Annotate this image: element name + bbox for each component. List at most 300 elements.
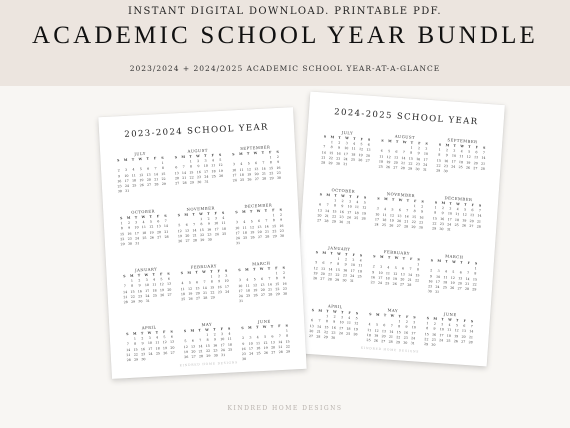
- day-number: 13: [309, 323, 314, 328]
- month-name: JUNE: [443, 311, 457, 318]
- month-name: DECEMBER: [244, 202, 273, 209]
- day-number: 6: [185, 223, 188, 228]
- weekday-initial: W: [144, 272, 149, 278]
- day-grid: [239, 324, 293, 363]
- day-number: 30: [242, 357, 247, 362]
- day-number: 10: [124, 173, 129, 178]
- day-number: 12: [252, 282, 258, 288]
- day-number: 25: [211, 174, 216, 179]
- day-number: 28: [192, 238, 198, 243]
- brand-watermark: KINDRED HOME DESIGNS: [227, 405, 343, 412]
- day-number: 6: [459, 270, 462, 275]
- day-number: 4: [222, 216, 225, 221]
- day-number: 8: [425, 326, 429, 331]
- day-number: 28: [268, 292, 273, 297]
- weekday-initial: T: [267, 266, 271, 271]
- day-number: 25: [381, 222, 387, 228]
- day-number: 1: [189, 159, 192, 164]
- day-number: 2: [333, 314, 336, 320]
- day-number: 2: [417, 146, 421, 151]
- day-number: 19: [462, 218, 467, 223]
- day-number: 30: [342, 278, 347, 283]
- day-number: 13: [270, 339, 275, 345]
- weekday-initial: T: [264, 208, 268, 213]
- day-number: 31: [410, 341, 415, 346]
- day-number: 17: [411, 330, 416, 336]
- month-march: [235, 260, 289, 313]
- day-number: 6: [191, 338, 194, 344]
- day-number: 26: [353, 331, 358, 337]
- day-number: 9: [138, 283, 141, 288]
- day-number: 8: [206, 338, 209, 343]
- day-number: 13: [169, 340, 175, 345]
- day-number: 8: [325, 319, 328, 324]
- day-number: 5: [264, 335, 267, 340]
- day-number: 10: [347, 204, 352, 210]
- day-number: 10: [423, 151, 429, 157]
- day-number: 4: [383, 207, 387, 212]
- day-number: 30: [276, 175, 282, 181]
- day-number: 4: [359, 258, 362, 263]
- day-number: 25: [155, 351, 161, 356]
- day-grid: [319, 134, 373, 169]
- day-number: 7: [402, 150, 405, 155]
- weekday-initial: F: [356, 195, 359, 200]
- day-number: 17: [435, 279, 440, 284]
- weekday-initial: W: [262, 324, 267, 329]
- day-number: 14: [316, 324, 322, 329]
- weekday-initial: S: [180, 271, 184, 276]
- day-number: 25: [243, 235, 248, 240]
- day-number: 14: [267, 282, 272, 287]
- day-number: 13: [174, 170, 179, 175]
- day-number: 26: [160, 292, 165, 298]
- month-name: FEBRUARY: [383, 249, 411, 256]
- day-number: 28: [480, 166, 485, 171]
- day-number: 10: [375, 211, 380, 217]
- day-number: 16: [213, 342, 218, 348]
- day-number: 17: [248, 346, 254, 351]
- day-number: 13: [184, 228, 190, 233]
- day-number: 31: [349, 278, 355, 284]
- day-number: 17: [224, 284, 230, 289]
- day-number: 29: [331, 219, 336, 224]
- day-number: 7: [268, 276, 271, 281]
- day-grid: [369, 254, 423, 289]
- weekday-initial: M: [326, 192, 331, 198]
- weekday-initial: W: [138, 157, 143, 162]
- day-number: 6: [254, 161, 258, 166]
- day-number: 14: [153, 171, 159, 177]
- day-number: 20: [185, 233, 190, 238]
- day-number: 3: [379, 265, 383, 270]
- day-number: 24: [438, 337, 444, 343]
- day-number: 3: [238, 278, 242, 283]
- day-number: 20: [156, 229, 162, 234]
- month-name: MAY: [201, 321, 213, 328]
- day-number: 15: [408, 156, 413, 161]
- weekday-initial: T: [140, 331, 144, 336]
- day-number: 26: [461, 223, 467, 228]
- weekday-initial: T: [402, 256, 406, 261]
- day-number: 30: [138, 299, 143, 304]
- weekday-initial: T: [246, 151, 250, 156]
- day-number: 9: [417, 151, 420, 156]
- day-number: 6: [383, 323, 386, 328]
- day-number: 14: [325, 208, 330, 213]
- day-number: 4: [368, 322, 371, 327]
- day-number: 7: [182, 165, 185, 170]
- day-number: 28: [316, 334, 321, 339]
- day-number: 20: [257, 229, 262, 234]
- weekday-initial: S: [235, 210, 238, 215]
- day-number: 5: [149, 219, 153, 224]
- day-grid: [426, 258, 480, 298]
- day-number: 10: [378, 270, 383, 275]
- day-number: 2: [276, 155, 280, 160]
- day-number: 3: [348, 199, 352, 204]
- day-grid: [422, 316, 476, 351]
- day-number: 15: [332, 208, 337, 214]
- day-grid: [178, 269, 231, 303]
- day-number: 3: [204, 158, 207, 163]
- day-number: 6: [147, 167, 150, 172]
- day-number: 21: [407, 277, 412, 282]
- day-number: 29: [133, 357, 139, 362]
- day-number: 18: [131, 178, 137, 183]
- weekday-initial: S: [367, 137, 371, 142]
- weekday-initial: M: [445, 143, 450, 148]
- weekday-initial: T: [383, 313, 387, 318]
- day-number: 27: [254, 176, 260, 182]
- weekday-initial: S: [369, 312, 372, 317]
- day-number: 25: [132, 183, 137, 188]
- day-number: 23: [443, 163, 449, 169]
- day-number: 24: [134, 236, 140, 241]
- day-number: 11: [242, 225, 247, 230]
- weekday-initial: T: [349, 194, 352, 199]
- day-number: 10: [220, 337, 225, 342]
- day-number: 12: [358, 147, 364, 152]
- day-number: 20: [191, 349, 196, 354]
- month-name: MARCH: [445, 253, 464, 260]
- weekday-initial: F: [405, 314, 409, 319]
- day-number: 31: [343, 162, 348, 167]
- day-number: 28: [198, 354, 204, 359]
- day-number: 2: [138, 278, 141, 283]
- day-number: 14: [122, 289, 128, 294]
- day-number: 6: [395, 150, 398, 155]
- day-number: 8: [269, 160, 272, 165]
- day-number: 24: [350, 273, 355, 278]
- month-december: [232, 202, 286, 255]
- day-number: 13: [156, 224, 161, 229]
- day-number: 9: [117, 173, 121, 178]
- day-number: 27: [175, 181, 180, 186]
- day-number: 6: [167, 276, 170, 282]
- weekday-initial: F: [352, 252, 355, 258]
- day-number: 6: [157, 219, 160, 224]
- sheet-footer-mark: KINDRED HOME DESIGNS: [179, 360, 239, 368]
- weekday-initial: M: [330, 135, 335, 140]
- day-number: 7: [123, 284, 126, 289]
- day-number: 13: [393, 155, 399, 160]
- day-number: 25: [181, 296, 186, 302]
- day-number: 20: [317, 213, 322, 218]
- day-number: 5: [360, 142, 363, 147]
- day-number: 27: [271, 350, 276, 355]
- day-number: 26: [361, 216, 366, 221]
- weekday-initial: T: [326, 309, 329, 314]
- day-number: 5: [314, 260, 318, 265]
- day-number: 16: [440, 216, 445, 221]
- day-number: 24: [220, 347, 226, 352]
- day-number: 7: [470, 324, 473, 329]
- day-number: 9: [344, 262, 347, 267]
- month-january: [120, 266, 174, 319]
- day-number: 3: [376, 206, 379, 211]
- day-number: 19: [374, 333, 379, 338]
- day-number: 3: [232, 162, 236, 167]
- day-number: 29: [269, 176, 274, 181]
- day-number: 29: [431, 226, 437, 231]
- weekday-initial: S: [227, 326, 231, 331]
- day-number: 22: [210, 290, 215, 295]
- day-number: 5: [363, 200, 366, 205]
- day-number: 13: [146, 172, 151, 177]
- day-number: 21: [404, 219, 409, 224]
- day-number: 26: [263, 350, 269, 355]
- month-name: OCTOBER: [331, 187, 356, 194]
- day-number: 17: [439, 332, 444, 338]
- day-number: 21: [321, 155, 326, 160]
- day-number: 7: [164, 219, 167, 224]
- day-number: 12: [246, 166, 252, 172]
- day-number: 9: [128, 226, 131, 231]
- weekday-initial: T: [134, 215, 138, 220]
- day-number: 18: [221, 226, 227, 231]
- day-number: 6: [401, 266, 405, 271]
- day-number: 13: [473, 155, 479, 160]
- day-number: 25: [345, 331, 351, 336]
- month-name: SEPTEMBER: [240, 144, 271, 151]
- day-grid: [121, 272, 174, 306]
- weekday-initial: S: [482, 145, 486, 150]
- day-number: 8: [330, 145, 333, 150]
- weekday-initial: S: [474, 261, 478, 266]
- weekday-initial: F: [275, 266, 278, 271]
- day-number: 17: [378, 275, 383, 280]
- day-number: 12: [313, 265, 318, 271]
- day-number: 23: [279, 228, 284, 233]
- day-grid: [181, 327, 234, 361]
- day-number: 13: [400, 271, 405, 277]
- weekday-initial: M: [123, 157, 128, 162]
- weekday-initial: W: [345, 136, 349, 141]
- day-number: 12: [187, 286, 193, 291]
- day-number: 25: [357, 274, 362, 279]
- weekday-initial: F: [475, 145, 479, 150]
- day-number: 12: [149, 224, 154, 230]
- day-number: 23: [213, 348, 218, 353]
- day-number: 2: [441, 206, 445, 211]
- day-number: 23: [282, 286, 287, 291]
- weekday-initial: M: [383, 196, 388, 202]
- month-name: NOVEMBER: [386, 191, 416, 199]
- day-number: 8: [337, 262, 340, 267]
- day-number: 24: [377, 280, 383, 285]
- day-number: 4: [444, 269, 448, 274]
- day-number: 19: [358, 152, 363, 157]
- day-grid: [124, 330, 177, 364]
- weekday-initial: F: [269, 150, 272, 155]
- day-number: 12: [139, 172, 144, 177]
- day-number: 27: [157, 234, 162, 240]
- day-number: 18: [354, 210, 359, 215]
- day-number: 11: [455, 212, 460, 217]
- day-number: 7: [323, 144, 326, 150]
- day-number: 28: [126, 357, 131, 363]
- day-number: 16: [207, 227, 212, 232]
- weekday-initial: W: [253, 151, 258, 156]
- day-number: 9: [441, 211, 444, 216]
- day-number: 1: [200, 217, 203, 222]
- day-number: 10: [224, 279, 229, 284]
- weekday-initial: T: [464, 202, 467, 207]
- day-number: 24: [235, 236, 240, 241]
- day-number: 14: [126, 347, 131, 352]
- weekday-initial: S: [434, 200, 438, 205]
- day-number: 9: [283, 276, 286, 281]
- day-number: 7: [405, 208, 409, 214]
- day-number: 29: [328, 160, 333, 166]
- day-number: 9: [337, 145, 341, 151]
- day-number: 2: [421, 204, 424, 209]
- day-number: 1: [334, 198, 337, 203]
- day-number: 4: [152, 277, 156, 282]
- day-number: 19: [139, 177, 144, 183]
- day-number: 11: [180, 286, 185, 291]
- day-number: 1: [438, 147, 441, 152]
- day-number: 28: [182, 180, 187, 185]
- day-number: 11: [346, 321, 352, 326]
- day-number: 15: [329, 150, 334, 155]
- day-grid: [307, 308, 361, 343]
- weekday-initial: M: [126, 215, 131, 220]
- day-number: 24: [346, 215, 352, 220]
- day-number: 28: [327, 277, 332, 282]
- day-number: 7: [466, 271, 470, 276]
- day-number: 24: [447, 222, 452, 227]
- day-number: 17: [220, 342, 225, 347]
- day-number: 29: [472, 287, 477, 292]
- day-number: 22: [272, 228, 277, 234]
- calendar-sheet-2024-2025: [292, 92, 505, 367]
- weekday-initial: S: [373, 254, 376, 259]
- day-number: 8: [286, 334, 289, 339]
- day-number: 21: [468, 334, 474, 340]
- weekday-initial: W: [398, 197, 403, 203]
- weekday-initial: W: [332, 309, 337, 314]
- day-number: 21: [278, 344, 283, 349]
- day-number: 8: [416, 267, 419, 272]
- day-number: 30: [213, 353, 218, 358]
- day-number: 25: [142, 235, 147, 240]
- weekday-initial: S: [413, 315, 416, 320]
- day-number: 2: [341, 199, 344, 204]
- day-number: 24: [343, 156, 348, 162]
- day-number: 20: [400, 277, 405, 282]
- day-number: 2: [338, 140, 341, 145]
- day-number: 17: [343, 151, 349, 156]
- day-number: 13: [317, 207, 322, 213]
- month-december: [429, 194, 484, 247]
- day-number: 29: [120, 242, 125, 247]
- day-number: 13: [397, 213, 402, 218]
- day-grid: [236, 266, 290, 305]
- day-number: 11: [459, 154, 464, 159]
- day-number: 29: [272, 234, 277, 239]
- weekday-initial: S: [430, 258, 434, 263]
- day-number: 9: [341, 204, 344, 209]
- day-number: 1: [285, 328, 289, 333]
- day-number: 14: [261, 166, 266, 171]
- day-number: 24: [204, 174, 209, 179]
- day-number: 2: [372, 264, 375, 269]
- day-number: 24: [232, 178, 237, 183]
- weekday-initial: T: [137, 273, 141, 278]
- day-number: 30: [335, 161, 341, 166]
- day-number: 26: [453, 338, 459, 344]
- day-number: 5: [452, 270, 455, 275]
- day-number: 1: [410, 145, 413, 150]
- day-number: 8: [120, 226, 123, 231]
- day-number: 9: [429, 273, 432, 279]
- day-number: 24: [238, 293, 243, 299]
- day-number: 5: [163, 335, 166, 340]
- day-number: 19: [218, 168, 223, 173]
- weekday-initial: F: [278, 324, 281, 329]
- day-number: 23: [339, 214, 344, 219]
- day-number: 16: [279, 223, 284, 228]
- day-number: 12: [218, 163, 223, 168]
- day-number: 6: [475, 150, 478, 155]
- day-number: 20: [254, 171, 259, 176]
- day-number: 16: [241, 346, 246, 351]
- day-number: 16: [370, 275, 376, 280]
- weekday-initial: M: [184, 212, 189, 217]
- day-number: 29: [285, 349, 291, 354]
- weekday-initial: T: [353, 136, 356, 141]
- day-number: 27: [167, 292, 172, 297]
- day-number: 2: [430, 268, 433, 273]
- weekday-initial: T: [460, 260, 463, 265]
- weekday-initial: T: [334, 193, 337, 198]
- day-number: 7: [390, 324, 393, 329]
- weekday-initial: W: [196, 154, 200, 159]
- day-number: 31: [135, 241, 140, 246]
- day-number: 22: [408, 161, 413, 166]
- day-number: 18: [346, 326, 351, 331]
- day-number: 21: [192, 233, 197, 238]
- day-number: 30: [403, 340, 408, 345]
- day-number: 20: [309, 328, 314, 334]
- day-number: 22: [161, 176, 166, 181]
- day-number: 20: [260, 287, 265, 292]
- day-number: 27: [320, 276, 325, 281]
- day-number: 8: [134, 342, 137, 347]
- day-number: 27: [396, 223, 401, 229]
